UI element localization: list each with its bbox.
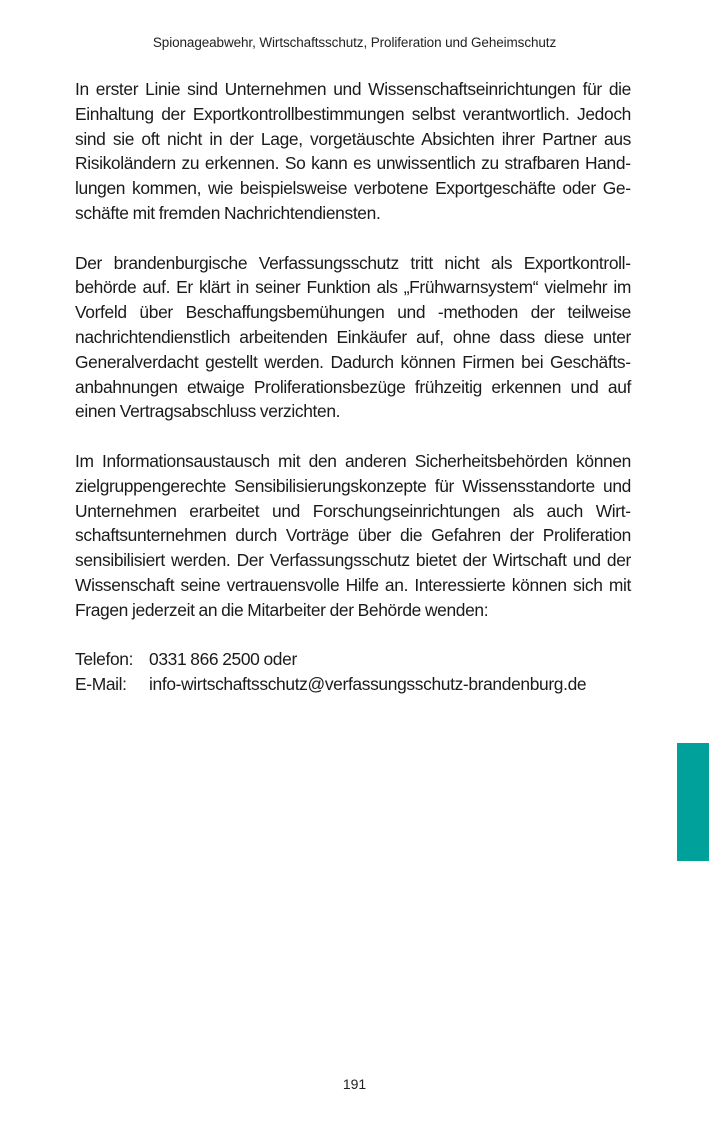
contact-block	[75, 647, 631, 697]
phone-label: Telefon:	[75, 649, 134, 670]
phone-row	[75, 647, 631, 672]
phone-number: 0331 866 2500 oder	[149, 649, 297, 670]
body-paragraph-3: Im Informationsaustausch mit den anderen Sicherheitsbehörden können zielgruppengerechte Sensibilisierungskonzepte für Wissensstandorte und Unternehmen erarbeitet und Forschungseinrichtungen als auch Wirtschaftsunternehmen durch Vorträge über die Gefahren der Proliferation sensibilisiert werden. Der Verfassungsschutz bietet der Wirtschaft und der Wissenschaft seine vertrauensvolle Hilfe an. Interessierte können sich mit Fragen jederzeit an die Mitarbeiter der Behörde wenden:	[75, 450, 631, 620]
email-row	[75, 672, 631, 697]
document-body	[75, 77, 631, 697]
email-address[interactable]: info-wirtschaftsschutz@verfassungsschutz-brandenburg.de	[149, 674, 587, 695]
chapter-thumb-tab	[677, 743, 709, 861]
email-label: E-Mail:	[75, 674, 127, 695]
body-paragraph-2: Der brandenburgische Verfassungsschutz tritt nicht als Exportkontrollbehörde auf. Er klärt in seiner Funktion als „Frühwarnsystem“ vielmehr im Vorfeld über Beschaffungsbemühungen und -methoden der teilweise nachrichtendienstlich arbeitenden Einkäufer auf, ohne dass diese unter Generalverdacht gestellt werden. Dadurch können Firmen bei Geschäftsanbahnungen etwaige Proliferationsbezüge frühzeitig erkennen und auf einen Vertragsabschluss verzichten.	[75, 252, 631, 422]
running-header: Spionageabwehr, Wirtschaftsschutz, Proliferation und Geheimschutz	[152, 35, 557, 50]
page-number: 191	[342, 1076, 367, 1092]
body-paragraph-1: In erster Linie sind Unternehmen und Wissenschaftseinrichtungen für die Einhaltung der Exportkontrollbestimmungen selbst verantwortlich. Jedoch sind sie oft nicht in der Lage, vorgetäuschte Absichten ihrer Partner aus Risikoländern zu erkennen. So kann es unwissentlich zu strafbaren Handlungen kommen, wie beispielsweise verbotene Exportgeschäfte oder Geschäfte mit fremden Nachrichtendiensten.	[75, 79, 631, 223]
